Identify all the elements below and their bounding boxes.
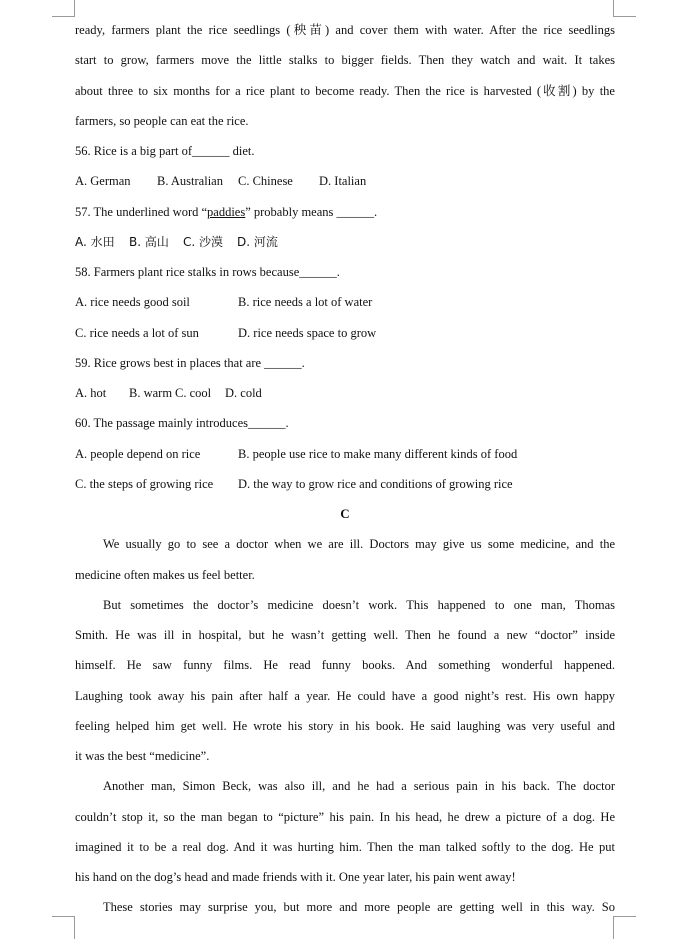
stem-after: ” probably means ______. <box>245 204 378 219</box>
crop-mark-bottom-right <box>613 916 636 939</box>
option-b: B. warm <box>129 386 173 400</box>
question-58-stem: 58. Farmers plant rice stalks in rows because______. <box>75 265 340 279</box>
option-a: A. hot <box>75 386 107 400</box>
option-c: C. the steps of growing rice <box>75 476 214 491</box>
document-page <box>75 15 615 923</box>
passage-line: Smith. He was ill in hospital, but he wasn’t getting well. Then he found a new “doctor” inside <box>75 628 615 642</box>
passage-line: about three to six months for a rice plant to become ready. Then the rice is harvested (收割) by the <box>75 83 615 98</box>
question-56-stem: 56. Rice is a big part of______ diet. <box>75 144 255 158</box>
passage-line: Laughing took away his pain after half a year. He could have a good night’s rest. His own happy <box>75 688 615 703</box>
option-d: D. 河流 <box>237 234 278 249</box>
passage-line: start to grow, farmers move the little stalks to bigger fields. Then they watch and wait. It takes <box>75 53 615 68</box>
passage-line: ready, farmers plant the rice seedlings (秧苗) and cover them with water. After the rice seedlings <box>75 23 615 37</box>
option-d: D. Italian <box>319 174 367 189</box>
option-d: D. rice needs space to grow <box>238 325 377 340</box>
option-a: A. 水田 <box>75 234 115 249</box>
option-c: C. Chinese <box>238 174 293 189</box>
option-b: B. rice needs a lot of water <box>238 295 373 310</box>
passage-line: imagined it to be a real dog. And it was hurting him. Then the man talked softly to the dog. He put <box>75 839 615 854</box>
crop-mark-top-right <box>613 0 636 17</box>
section-c-heading: C <box>340 506 350 521</box>
passage-line: These stories may surprise you, but more and more people are getting well in this way. So <box>103 900 615 915</box>
passage-line: Another man, Simon Beck, was also ill, and he had a serious pain in his back. The doctor <box>103 779 615 794</box>
option-c: C. 沙漠 <box>183 234 224 249</box>
passage-line: medicine often makes us feel better. <box>75 567 255 582</box>
question-58-options-row-2 <box>75 318 615 348</box>
crop-mark-bottom-left <box>52 916 75 939</box>
option-b: B. 高山 <box>129 234 169 249</box>
option-c: C. rice needs a lot of sun <box>75 325 199 340</box>
passage-line: his hand on the dog’s head and made friends with it. One year later, his pain went away! <box>75 870 516 884</box>
option-a: A. German <box>75 174 131 189</box>
question-60-options-row-1 <box>75 439 615 469</box>
question-57-stem <box>75 197 615 227</box>
passage-b-tail <box>75 15 615 136</box>
question-60-stem: 60. The passage mainly introduces______. <box>75 416 289 431</box>
passage-line: himself. He saw funny films. He read funny books. And something wonderful happened. <box>75 658 615 673</box>
underlined-word: paddies <box>207 204 246 219</box>
question-59-stem: 59. Rice grows best in places that are ______. <box>75 355 305 370</box>
option-d: D. cold <box>225 386 262 400</box>
question-57-options <box>75 227 615 257</box>
option-c: C. cool <box>175 386 212 400</box>
passage-line: But sometimes the doctor’s medicine doesn’t work. This happened to one man, Thomas <box>103 597 615 612</box>
stem-before: 57. The underlined word “ <box>75 204 208 219</box>
option-b: B. people use rice to make many different kinds of food <box>238 446 518 461</box>
option-b: B. Australian <box>157 174 223 189</box>
question-56-options <box>75 166 615 196</box>
question-59-options <box>75 378 615 408</box>
option-a: A. people depend on rice <box>75 446 201 461</box>
question-60-options-row-2 <box>75 469 615 499</box>
passage-line: feeling helped him get well. He wrote his story in his book. He said laughing was very useful and <box>75 718 615 733</box>
passage-line: farmers, so people can eat the rice. <box>75 113 249 128</box>
crop-mark-top-left <box>52 0 75 17</box>
option-d: D. the way to grow rice and conditions of growing rice <box>238 476 513 491</box>
passage-line: We usually go to see a doctor when we are ill. Doctors may give us some medicine, and the <box>103 537 615 552</box>
question-58-options-row-1 <box>75 287 615 317</box>
passage-line: it was the best “medicine”. <box>75 749 210 763</box>
section-c-passage <box>75 529 615 922</box>
option-a: A. rice needs good soil <box>75 295 190 310</box>
passage-line: couldn’t stop it, so the man began to “picture” his pain. In his head, he drew a picture of a dog. He <box>75 809 615 824</box>
